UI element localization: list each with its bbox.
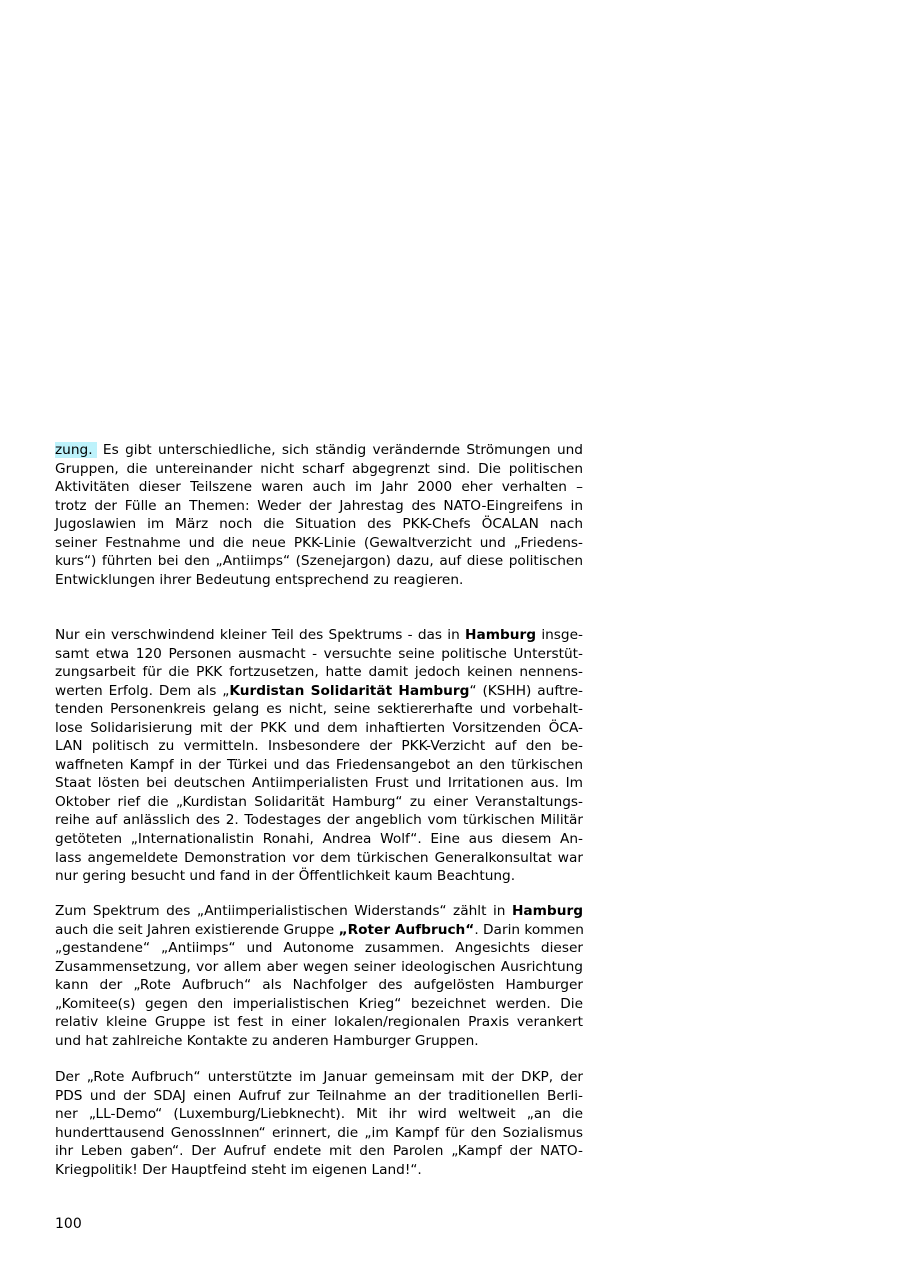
text-line: zung. Es gibt unterschiedliche, sich ständig verändernde Strömungen und [55,442,583,458]
text-line: Nur ein verschwindend kleiner Teil des Spektrums - das in Hamburg insge- [55,627,583,643]
text-line: werten Erfolg. Dem als „Kurdistan Solidarität Hamburg“ (KSHH) auftre- [55,682,583,699]
text-line: „gestandene“ „Antiimps“ und Autonome zusammen. Angesichts dieser [55,940,583,957]
text-line: kurs“) führten bei den „Antiimps“ (Szenejargon) dazu, auf diese politischen [55,553,583,570]
text-line: nur gering besucht und fand in der Öffentlichkeit kaum Beachtung. [55,868,516,885]
text-line: samt etwa 120 Personen ausmacht - versuchte seine politische Unterstüt- [55,645,583,662]
text-line: Jugoslawien im März noch die Situation des PKK-Chefs ÖCALAN nach [55,516,583,533]
text-line: auch die seit Jahren existierende Gruppe „Roter Aufbruch“. Darin kommen [55,921,584,938]
text-line: trotz der Fülle an Themen: Weder der Jahrestag des NATO-Eingreifens in [55,497,583,514]
text-line: lose Solidarisierung mit der PKK und dem inhaftierten Vorsitzenden ÖCA- [55,719,583,736]
text-line: relativ kleine Gruppe ist fest in einer lokalen/regionalen Praxis verankert [55,1014,583,1031]
text-line: Kriegpolitik! Der Hauptfeind steht im eigenen Land!“. [55,1161,422,1178]
page-number: 100 [55,1216,82,1232]
text-line: Oktober rief die „Kurdistan Solidarität Hamburg“ zu einer Veranstaltungs- [55,793,583,810]
text-line: Zusammensetzung, vor allem aber wegen seiner ideologischen Ausrichtung [55,958,583,975]
text-line: getöteten „Internationalistin Ronahi, Andrea Wolf“. Eine aus diesem An- [55,831,583,848]
text-line: PDS und der SDAJ einen Aufruf zur Teilnahme an der traditionellen Berli- [55,1087,583,1104]
text-line: ihr Leben gaben“. Der Aufruf endete mit den Parolen „Kampf der NATO- [55,1143,583,1160]
paragraph-4 [55,1068,583,1179]
text-line: Zum Spektrum des „Antiimperialistischen Widerstands“ zählt in Hamburg [55,903,583,919]
text-line: Staat lösten bei deutschen Antiimperialisten Frust und Irritationen aus. Im [55,775,583,792]
text-line: hunderttausend GenossInnen“ erinnert, die „im Kampf für den Sozialismus [55,1124,583,1141]
text-line: „Komitee(s) gegen den imperialistischen Krieg“ bezeichnet werden. Die [55,995,583,1012]
text-line: zungsarbeit für die PKK fortzusetzen, hatte damit jedoch keinen nennens- [55,664,583,681]
highlighted-text: zung. [55,442,97,458]
text-line: reihe auf anlässlich des 2. Todestages der angeblich vom türkischen Militär [55,812,583,829]
text-line: Gruppen, die untereinander nicht scharf abgegrenzt sind. Die politischen [55,460,583,477]
text-line: lass angemeldete Demonstration vor dem türkischen Generalkonsultat war [55,849,583,866]
text-line: und hat zahlreiche Kontakte zu anderen Hamburger Gruppen. [55,1032,479,1049]
text-line: waffneten Kampf in der Türkei und das Friedensangebot an den türkischen [55,756,583,773]
paragraph-1 [55,441,583,589]
text-line: seiner Festnahme und die neue PKK-Linie (Gewaltverzicht und „Friedens- [55,534,583,551]
text-line: LAN politisch zu vermitteln. Insbesondere der PKK-Verzicht auf den be- [55,738,583,755]
text-line: tenden Personenkreis gelang es nicht, seine sektiererhafte und vorbehalt- [55,701,583,718]
text-line: kann der „Rote Aufbruch“ als Nachfolger des aufgelösten Hamburger [55,977,583,994]
text-line: ner „LL-Demo“ (Luxemburg/Liebknecht). Mit ihr wird weltweit „an die [55,1106,583,1123]
paragraph-3 [55,902,583,1050]
paragraph-2 [55,626,583,886]
text-line: Aktivitäten dieser Teilszene waren auch im Jahr 2000 eher verhalten – [55,479,583,496]
text-line: Der „Rote Aufbruch“ unterstützte im Januar gemeinsam mit der DKP, der [55,1069,583,1085]
text-line: Entwicklungen ihrer Bedeutung entsprechend zu reagieren. [55,571,464,588]
